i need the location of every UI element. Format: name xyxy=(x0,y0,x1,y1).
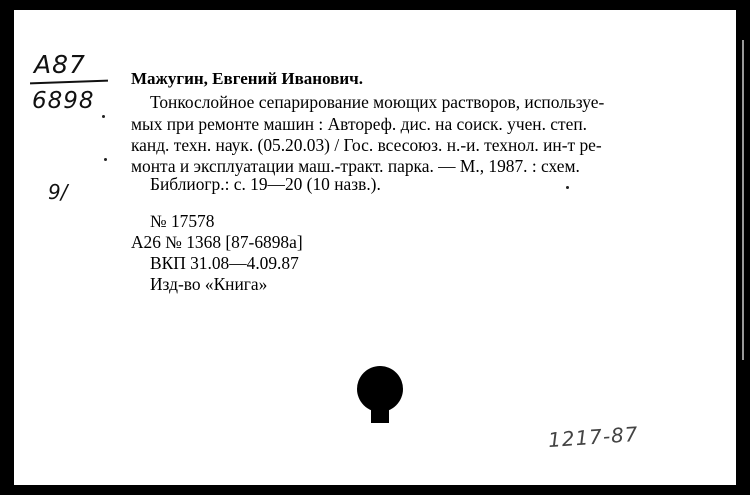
entry-line: Тонкослойное сепарирование моющих растворов, используе- xyxy=(150,92,605,112)
entry-line: мых при ремонте машин : Автореф. дис. на соиск. учен. степ. xyxy=(131,114,587,134)
vkp-dates: ВКП 31.08—4.09.87 xyxy=(150,253,299,273)
catalog-record: А26 № 1368 [87-6898а] xyxy=(131,232,303,252)
scan-edge-stripe xyxy=(742,40,744,360)
speck xyxy=(566,186,569,189)
entry-line: монта и эксплуатации маш.-тракт. парка. — М., 1987. : схем. xyxy=(131,156,580,176)
speck xyxy=(104,158,107,161)
author-heading: Мажугин, Евгений Иванович. xyxy=(131,69,363,88)
entry-line: Библиогр.: с. 19—20 (10 назв.). xyxy=(150,174,381,194)
catalog-number: № 17578 xyxy=(150,211,215,231)
publisher-line: Изд-во «Книга» xyxy=(150,274,268,294)
shelf-mark-bottom: 6898 xyxy=(32,88,95,114)
entry-line: канд. техн. наук. (05.20.03) / Гос. всесоюз. н.-и. технол. ин-т ре- xyxy=(131,135,602,155)
handwritten-stamp: 1217-87 xyxy=(547,421,640,453)
punch-hole xyxy=(356,365,404,423)
shelf-mark-top: А87 xyxy=(34,50,86,79)
side-handwritten-mark: 9/ xyxy=(48,180,68,204)
speck xyxy=(102,115,105,118)
